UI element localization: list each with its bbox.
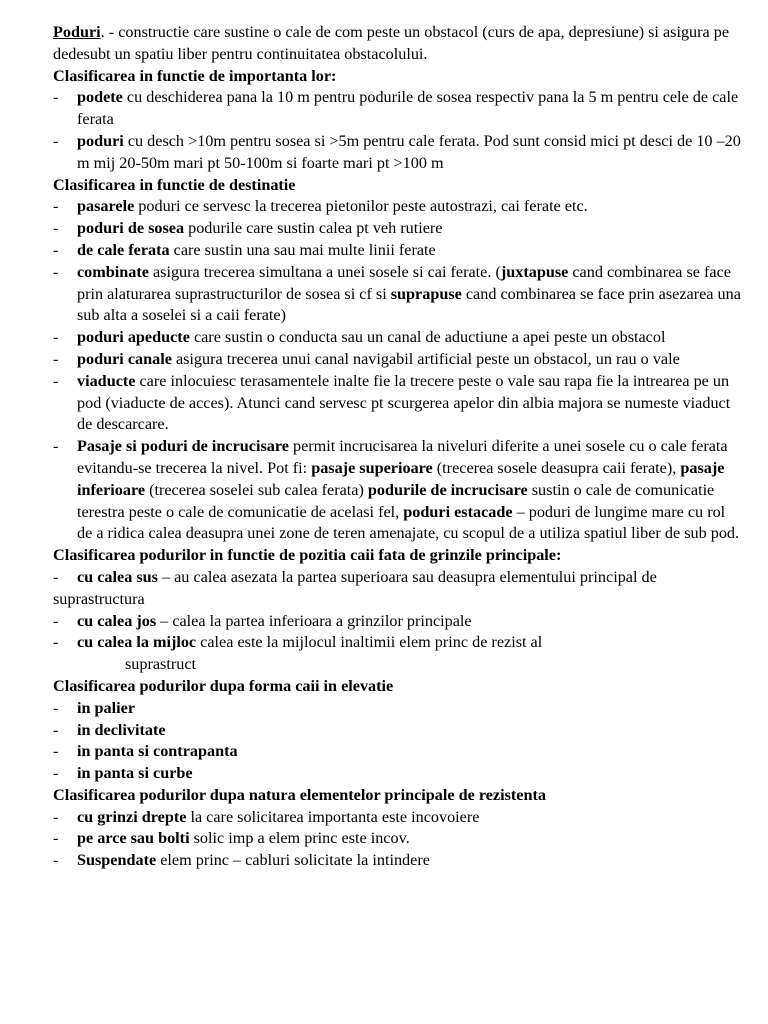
item-keyword: podurile de incrucisare <box>367 480 528 499</box>
item-term: Pasaje si poduri de incrucisare <box>77 437 289 456</box>
bullet-dash: - <box>53 764 59 783</box>
item-term: poduri apeducte <box>77 328 190 347</box>
item-text: calea este la mijlocul inaltimii elem princ de rezist al <box>196 633 543 652</box>
item-text: poduri ce servesc la trecerea pietonilor peste autostrazi, cai ferate etc. <box>134 197 588 216</box>
item-term: cu calea la mijloc <box>77 633 197 652</box>
list-item <box>53 349 743 371</box>
item-text: podurile care sustin calea pt veh rutiere <box>184 219 443 238</box>
section-heading-importanta: Clasificarea in functie de importanta lor: <box>53 66 337 85</box>
list-item <box>53 196 743 218</box>
list-item <box>53 741 743 763</box>
bullet-dash: - <box>53 262 59 281</box>
item-term: de cale ferata <box>77 240 170 259</box>
list-item <box>53 807 743 829</box>
section-heading-destinatie: Clasificarea in functie de destinatie <box>53 175 296 194</box>
item-term: in declivitate <box>77 720 166 739</box>
item-term: pe arce sau bolti <box>77 829 190 848</box>
item-term: podete <box>77 88 123 107</box>
item-text: la care solicitarea importanta este incovoiere <box>186 807 480 826</box>
item-text: permit incrucisarea la niveluri diferite a unei sosele cu o cale ferata evitandu-se trecerea la nivel. Pot fi: <box>77 437 728 477</box>
list-item <box>53 87 743 131</box>
list-item <box>53 218 743 240</box>
bullet-dash: - <box>53 720 59 739</box>
intro-paragraph <box>53 22 743 66</box>
intro-definition: . - constructie care sustine o cale de com peste un obstacol (curs de apa, depresiune) si asigura pe dedesubt un spatiu liber pentru continuitatea obstacolului. <box>53 23 730 63</box>
item-keyword: pasaje superioare <box>311 458 433 477</box>
item-text: cand combinarea se face prin asezarea una sub alta a soselei si a caii ferate) <box>77 284 741 325</box>
list-item <box>53 850 743 872</box>
list-item <box>53 698 743 720</box>
item-term: poduri de sosea <box>77 219 185 238</box>
item-text: solic imp a elem princ este incov. <box>189 829 410 848</box>
item-term: in palier <box>77 698 136 717</box>
bullet-dash: - <box>53 88 59 107</box>
item-text: asigura trecerea unui canal navigabil artificial peste un obstacol, un rau o vale <box>171 349 680 368</box>
item-text: – calea la partea inferioara a grinzilor principale <box>156 611 472 630</box>
bullet-dash: - <box>53 219 59 238</box>
bullet-dash: - <box>53 851 59 870</box>
item-term: in panta si curbe <box>77 764 193 783</box>
item-text: care inlocuiesc terasamentele inalte fie la trecere peste o vale sau rapa fie la intrearea pe un pod (viaducte de acces). Atunci cand servesc pt scurgerea apelor din albia majora se numeste viaduct de descarcare. <box>77 371 731 434</box>
list-item <box>53 436 743 545</box>
item-keyword: poduri estacade <box>403 502 513 521</box>
item-term: pasarele <box>77 197 135 216</box>
item-term: cu grinzi drepte <box>77 807 187 826</box>
list-item <box>53 763 743 785</box>
item-term: in panta si contrapanta <box>77 742 238 761</box>
item-keyword: pasaje inferioare <box>77 458 725 499</box>
section-heading-natura: Clasificarea podurilor dupa natura elementelor principale de rezistenta <box>53 785 546 804</box>
bullet-dash: - <box>53 742 59 761</box>
item-text: (trecerea soselei sub calea ferata) <box>145 480 368 499</box>
list-item <box>53 567 743 611</box>
list-item <box>53 828 743 850</box>
bullet-dash: - <box>53 698 59 717</box>
item-keyword: suprapuse <box>390 284 462 303</box>
item-text: cu deschiderea pana la 10 m pentru podurile de sosea respectiv pana la 5 m pentru cele de cale ferata <box>77 88 739 129</box>
item-text: elem princ – cabluri solicitate la intindere <box>156 851 430 870</box>
list-item <box>53 632 743 676</box>
item-text: care sustin o conducta sau un canal de aductiune a apei peste un obstacol <box>189 328 666 347</box>
bullet-dash: - <box>53 807 59 826</box>
item-text: cu desch >10m pentru sosea si >5m pentru cale ferata. Pod sunt consid mici pt desci de 10 –20 m mij 20-50m mari pt 50-100m si foarte mari pt >100 m <box>77 131 741 172</box>
bullet-dash: - <box>53 633 59 652</box>
item-term: viaducte <box>77 371 136 390</box>
list-item <box>53 262 743 327</box>
item-text: sustin o cale de comunicatie terestra peste o cale de comunicatie de acelasi fel, <box>77 480 715 521</box>
bullet-dash: - <box>53 349 59 368</box>
item-text: cand combinarea se face prin alaturarea suprastructurilor de sosea si cf si <box>77 262 731 303</box>
item-term: combinate <box>77 262 149 281</box>
document-page <box>53 22 743 872</box>
item-text: – au calea asezata la partea superioara sau deasupra elementului principal de suprastructura <box>53 567 657 608</box>
item-term: cu calea sus <box>77 567 158 586</box>
bullet-dash: - <box>53 197 59 216</box>
item-term: cu calea jos <box>77 611 157 630</box>
item-text: care sustin una sau mai multe linii ferate <box>169 240 436 259</box>
bullet-dash: - <box>53 328 59 347</box>
bullet-dash: - <box>53 437 59 456</box>
item-text: asigura trecerea simultana a unei sosele si cai ferate. ( <box>148 262 501 281</box>
bullet-dash: - <box>53 131 59 150</box>
list-item <box>53 611 743 633</box>
item-term: poduri <box>77 131 124 150</box>
item-term: poduri canale <box>77 349 172 368</box>
intro-term: Poduri <box>53 23 101 41</box>
list-item <box>53 720 743 742</box>
section-heading-pozitie: Clasificarea podurilor in functie de pozitia caii fata de grinzile principale: <box>53 546 562 565</box>
list-item <box>53 327 743 349</box>
item-text: (trecerea sosele deasupra caii ferate), <box>432 458 681 477</box>
item-keyword: juxtapuse <box>500 262 569 281</box>
bullet-dash: - <box>53 829 59 848</box>
item-text: – poduri de lungime mare cu rol de a ridica calea deasupra unei zone de teren amenajate, cu scopul de a utiliza spatiul liber de sub pod. <box>77 502 740 543</box>
list-item <box>53 240 743 262</box>
bullet-dash: - <box>53 611 59 630</box>
bullet-dash: - <box>53 371 59 390</box>
list-item <box>53 371 743 436</box>
section-heading-elevatie: Clasificarea podurilor dupa forma caii in elevatie <box>53 676 394 695</box>
list-item <box>53 131 743 175</box>
item-term: Suspendate <box>77 851 157 870</box>
bullet-dash: - <box>53 567 59 586</box>
item-continuation: suprastruct <box>125 655 197 674</box>
bullet-dash: - <box>53 240 59 259</box>
